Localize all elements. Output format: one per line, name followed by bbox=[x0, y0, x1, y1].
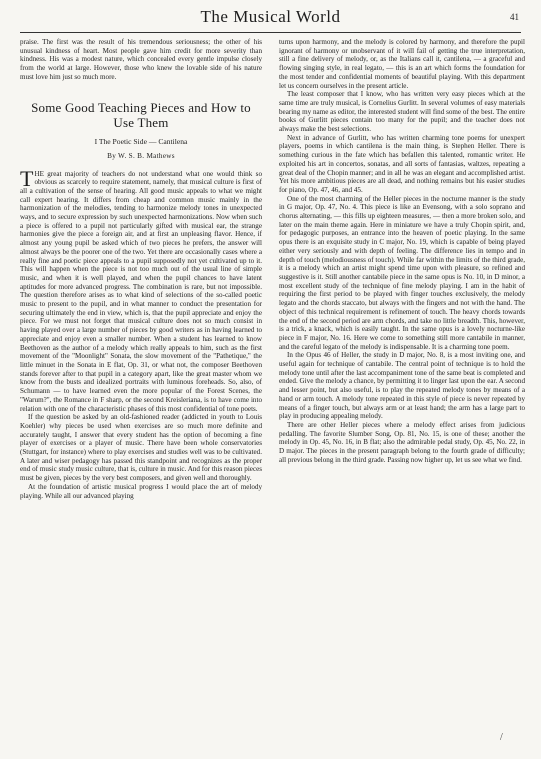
masthead-title: The Musical World bbox=[200, 7, 341, 26]
article-paragraph-5: The least composer that I know, who has written very easy pieces which at the same time are truly musical, is Cornelius Gurlitt. In several volumes of easy materials bearing my name as editor, the interested student will find some of the best. The entire books of Gurlitt pieces contain too many for the pupil; and the teacher does not always make the best selections. bbox=[279, 90, 525, 134]
article-paragraph-6: Next in advance of Gurlitt, who has written charming tone poems for unexpert players, poems in which cantilena is the main thing, is Stephen Heller. There is something curious in the fate which has befallen this talented, romantic writer. He exploited his art in concertos, sonatas, and all sorts of fantasias, waltzes, repeating a great deal of the Chopin manner; and in all he was an elegant and accomplished artist. Yet his more ambitious pieces are all dead, and nothing remains but his easier studies for piano, Op. 47, 46, and 45. bbox=[279, 133, 525, 194]
article-paragraph-9: There are other Heller pieces where a melody effect arises from judicious pedalling. The favorite Slumber Song, Op. 81, No. 15, is one of these; another the melody in Op. 45, No. 16, in B flat; also the admirable pedal study, Op. 45, No. 22, in D major. The pieces in the present paragraph belong to the fourth grade of difficulty; all previous belong in the third grade. Passing now higher up, let us see what we find. bbox=[279, 420, 525, 464]
article-title: Some Good Teaching Pieces and How to Use Them bbox=[31, 99, 251, 130]
article-byline: By W. S. B. Mathews bbox=[107, 151, 175, 160]
article-paragraph-7: One of the most charming of the Heller pieces in the nocturne manner is the study in G major, Op. 47, No. 4. This piece is like an Evensong, with a solo soprano and chorus alternating, — this fills up eighteen measures, — then a more broken solo, and later on the main theme again. Here in miniature we have a truly Chopin spirit, and, for pedagogic purposes, an entrance into the heaven of poetic playing. In the same opus there is an exquisite study in C major, No. 19, which is capable of being played either very seriously and with depth of feeling. The difference lies in tempo and in depth of touch (melodiousness of touch). While far within the limits of the third grade, it is a melody which an artist might spend time upon with pleasure, so refined and suggestive is it. Still another cantabile piece in the same opus is No. 10, in D minor, a most excellent study of the technique of fine melody playing. I am in the habit of requiring the first period to be played with finger touches exclusively, the melody legato and the chords staccato, but always with the fingers and not with the hand. The object of this technical requirement is refinement of touch. The heavy chords towards the end of the second period are arm chords, and take no little breadth. This, however, is a trick, a knack, which is easily taught. In the same opus is a lovely nocturne-like piece in F major, No. 16. Here we come to something still more cantabile in manner, and the careful legato of the melody is indispensable. It is a charming tone poem. bbox=[279, 194, 525, 351]
article-paragraph-1-text: HE great majority of teachers do not understand what one would think so obvious as scarcely to require statement, namely, that musical culture is first of all a cultivation of the sense of hearing. All good music appeals to what we might call expert hearing. It differs from cheap and common music mainly in the harmonization of the melodies, tending to harmonize melody tones in unexpected ways, and to secure expression by such unexpected harmonizations. Now when such a piece is offered to a pupil not particularly gifted with musical ear, the strange harmonies give the piece a foreign air, and at first an unpleasing flavor. Hence, if almost any young pupil be asked which of two pieces he prefers, the answer will almost always be the poorer one of the two. Yet there are occasionally cases where a really fine and poetic piece appeals to a pupil supposedly not yet cultivated up to it. This will happen when the piece is not too much out of the usual line of simple music, and when it is well played, and when the pupil chances to have latent aptitudes for more advanced progress. The combination is rare, but not impossible. The question therefore arises as to what kind of selections of the so-called poetic music to present to the pupil, and in what manner to conduct the presentation for securing ultimately the end in view, which is, that the pupil appreciate and enjoy the piece. For we must not forget that musical culture does not so much consist in having played over a large number of pieces by good writers as in having learned to appreciate and enjoy even a smaller number. When a student has learned to know Beethoven as the author of a melody which really appeals to him, such as the first movement of the "Moonlight" Sonata, the slow movement of the "Pathetique," the little minuet in the Sonata in E flat, Op. 31, or what not, the composer Beethoven stands forever after to that pupil in a category apart, like the great master whom we know from the busts and idealized portraits with luminous foreheads. So, also, of Schumann — to have learned even the more popular of the Forest Scenes, the "Warum?", the Romance in F sharp, or the second Kreisleriana, is to have come into relation with one of the characteristic phases of this most confidential of tone poets. bbox=[20, 169, 262, 413]
article-paragraph-8: In the Opus 46 of Heller, the study in D major, No. 8, is a most inviting one, and useful again for technique of cantabile. The central point of technique is to hold the melody tone until after the last accompaniment tone of the same beat is completed and ended. Give the melody a chance, by permitting it to linger last upon the ear. A second and lesser point, but also useful, is to play the repeated melody tones by means of a hand or arm touch. A melody tone repeated in this style of piece is never repeated by means of a finger touch, but always arm or at least hand; the arm has a large part to play in producing appealing melody. bbox=[279, 351, 525, 421]
intro-paragraph: praise. The first was the result of his tremendous seriousness; the other of his unusual kindness of heart. Most people gave him credit for more severity than kindness. His was a modest nature, which concealed every gentle impulse closely from the world at large. However, those who knew the lovable side of his nature must love him just so much more. bbox=[20, 38, 262, 81]
article-paragraph-3: At the foundation of artistic musical progress I would place the art of melody playing. While all our advanced playing bbox=[20, 482, 262, 500]
right-column bbox=[279, 38, 525, 464]
left-column bbox=[20, 38, 262, 500]
margin-pencil-mark: / bbox=[500, 732, 503, 743]
drop-cap: T bbox=[20, 165, 34, 191]
page-header bbox=[20, 4, 521, 33]
article-paragraph-2: If the question be asked by an old-fashioned reader (addicted in youth to Louis Koehler) why pieces be used when exercises are so much more definite and accurately taught, I answer that every student has the option of becoming a fine player of exercises or a player of music. There have been whole conservatories (Stuttgart, for instance) where to play exercises and studies well was to be cultivated. A later and wiser pedagogy has passed this standpoint and recognizes as the proper end of music study music culture, that is, culture in music. And for this reason pieces must be given, pieces by the very best composers, and given well and thoroughly. bbox=[20, 413, 262, 483]
page-number: 41 bbox=[510, 12, 519, 22]
article-paragraph-1 bbox=[20, 165, 262, 414]
article-paragraph-4: turns upon harmony, and the melody is colored by harmony, and therefore the pupil ignorant of harmony or unobservant of it will fail of getting the true interpretation, still a fine delivery of melody, or, as the Italians call it, cantilena, — a graceful and flowing singing style, in real legato, — this is an art which forms the foundation for the most tender and confidential moments of beautiful playing. With this department let us concern ourselves in the present article. bbox=[279, 38, 525, 90]
article-subtitle: I The Poetic Side — Cantilena bbox=[94, 136, 188, 146]
